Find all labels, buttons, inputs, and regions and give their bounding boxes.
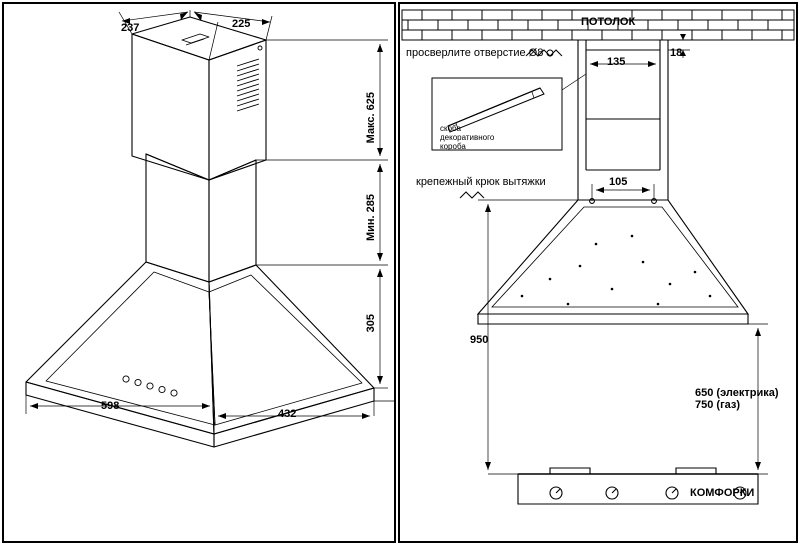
hood-body-outline [478,200,748,314]
canopy-front-inner [46,272,215,425]
right-drawing-svg [400,4,796,541]
lower-duct-top-edge [146,154,256,180]
dim-label-depth-base: 432 [278,408,297,420]
dim-label-width-front: 598 [101,400,120,412]
control-buttons [123,376,177,396]
ceiling-label: ПОТОЛОК [581,16,636,28]
duct-screw [258,46,262,50]
hood-body-inner [492,207,738,307]
duct-front-face [132,34,209,180]
dimension-lines [26,10,394,447]
dim-label-gap-electric: 650 (электрика) [695,387,779,399]
left-drawing-svg [4,4,394,541]
dim-label-top-width: 135 [607,56,626,68]
duct-right-face [209,40,266,180]
hood-rim [478,314,748,324]
lower-duct-front [146,154,209,282]
dim-label-hood-height: 305 [365,314,377,333]
hook-symbol [460,192,484,198]
dim-label-height-max: Макс. 625 [365,92,377,144]
dim-label-gap-gas: 750 (газ) [695,399,741,411]
dim-label-hook-width: 105 [609,176,628,188]
rim-front [26,382,214,447]
canopy-right-inner [209,275,362,425]
bracket-note-line2: декоративного [440,133,495,142]
left-panel-hood-dimensions [2,2,396,543]
right-panel-installation [398,2,798,543]
dim-label-height-min: Мин. 285 [365,194,377,242]
dimension-arrows [30,12,383,419]
bracket-note-line3: короба [440,142,466,151]
dim-label-depth-top: 237 [121,22,140,34]
duct-vent-grille [237,59,259,111]
lower-duct-right [209,160,256,282]
grate-left [550,468,590,474]
drill-note: просверлите отверстие Ø8 [406,47,544,59]
burners-label: КОМФОРКИ [690,487,755,499]
dim-label-floor-height: 950 [470,334,489,346]
bracket-note-line1: скоба [440,124,461,133]
dim-label-width-top: 225 [232,18,251,30]
dim-label-top-offset: 18 [670,47,683,59]
hook-note: крепежный крюк вытяжки [416,176,546,188]
grate-right [676,468,716,474]
